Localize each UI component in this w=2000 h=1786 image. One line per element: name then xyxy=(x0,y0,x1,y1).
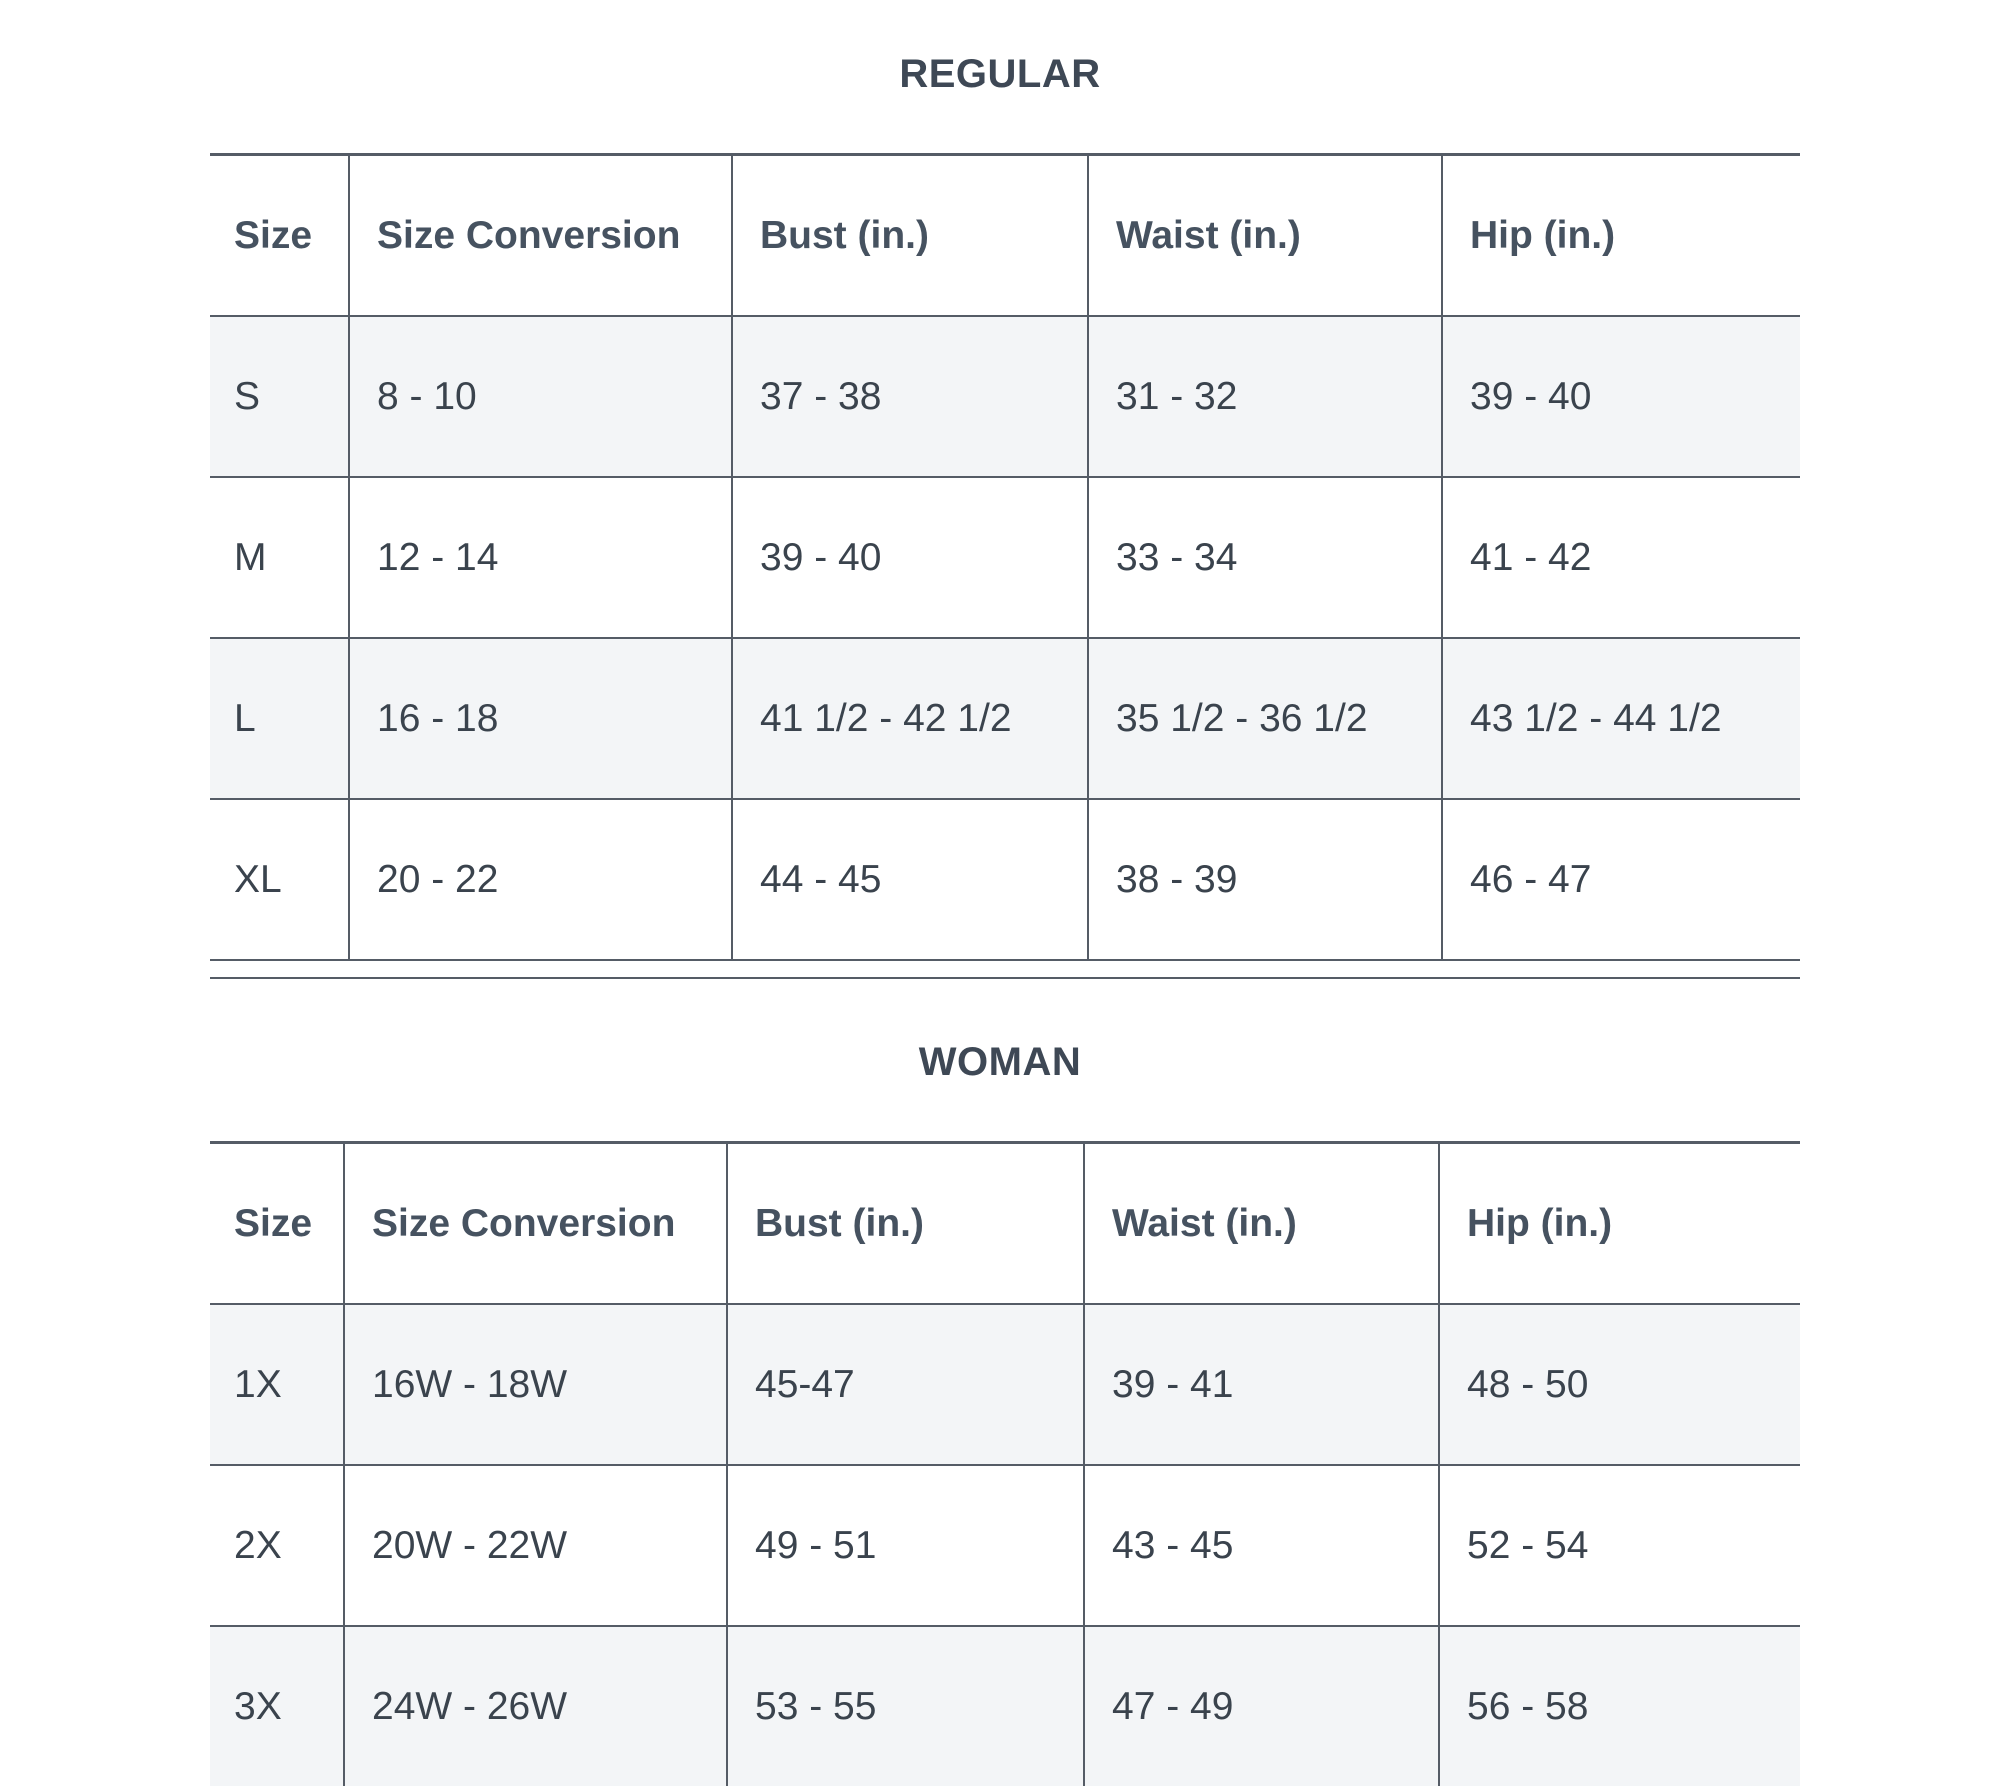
cell-waist: 43 - 45 xyxy=(1084,1465,1439,1626)
woman-size-table xyxy=(210,1141,1800,1786)
table-row xyxy=(210,1465,1800,1626)
cell-size: 2X xyxy=(210,1465,344,1626)
cell-size: S xyxy=(210,316,349,477)
table-row xyxy=(210,1304,1800,1465)
cell-size: M xyxy=(210,477,349,638)
cell-size-conversion: 12 - 14 xyxy=(349,477,732,638)
cell-bust: 49 - 51 xyxy=(727,1465,1084,1626)
header-waist: Waist (in.) xyxy=(1088,155,1442,317)
cell-hip: 56 - 58 xyxy=(1439,1626,1800,1786)
table-header-row xyxy=(210,155,1800,317)
regular-section-title: REGULAR xyxy=(899,52,1101,96)
header-size-conversion: Size Conversion xyxy=(344,1143,727,1305)
cell-bust: 39 - 40 xyxy=(732,477,1088,638)
header-hip: Hip (in.) xyxy=(1439,1143,1800,1305)
header-hip: Hip (in.) xyxy=(1442,155,1800,317)
table-row xyxy=(210,1626,1800,1786)
section-divider xyxy=(210,977,1800,979)
header-bust: Bust (in.) xyxy=(727,1143,1084,1305)
table-row xyxy=(210,799,1800,960)
header-size: Size xyxy=(210,1143,344,1305)
cell-size: XL xyxy=(210,799,349,960)
table-row xyxy=(210,316,1800,477)
cell-hip: 48 - 50 xyxy=(1439,1304,1800,1465)
header-size: Size xyxy=(210,155,349,317)
table-row xyxy=(210,477,1800,638)
cell-size: 3X xyxy=(210,1626,344,1786)
cell-size-conversion: 16 - 18 xyxy=(349,638,732,799)
cell-waist: 39 - 41 xyxy=(1084,1304,1439,1465)
cell-hip: 46 - 47 xyxy=(1442,799,1800,960)
header-size-conversion: Size Conversion xyxy=(349,155,732,317)
cell-size-conversion: 16W - 18W xyxy=(344,1304,727,1465)
cell-bust: 44 - 45 xyxy=(732,799,1088,960)
header-waist: Waist (in.) xyxy=(1084,1143,1439,1305)
cell-size-conversion: 8 - 10 xyxy=(349,316,732,477)
regular-size-table xyxy=(210,153,1800,961)
cell-size-conversion: 24W - 26W xyxy=(344,1626,727,1786)
table-header-row xyxy=(210,1143,1800,1305)
cell-waist: 33 - 34 xyxy=(1088,477,1442,638)
cell-waist: 35 1/2 - 36 1/2 xyxy=(1088,638,1442,799)
header-bust: Bust (in.) xyxy=(732,155,1088,317)
cell-hip: 43 1/2 - 44 1/2 xyxy=(1442,638,1800,799)
cell-waist: 47 - 49 xyxy=(1084,1626,1439,1786)
cell-size: L xyxy=(210,638,349,799)
cell-bust: 41 1/2 - 42 1/2 xyxy=(732,638,1088,799)
cell-bust: 37 - 38 xyxy=(732,316,1088,477)
cell-waist: 38 - 39 xyxy=(1088,799,1442,960)
woman-section-title: WOMAN xyxy=(918,1040,1082,1084)
cell-size: 1X xyxy=(210,1304,344,1465)
cell-waist: 31 - 32 xyxy=(1088,316,1442,477)
cell-hip: 39 - 40 xyxy=(1442,316,1800,477)
table-row xyxy=(210,638,1800,799)
cell-hip: 41 - 42 xyxy=(1442,477,1800,638)
cell-size-conversion: 20 - 22 xyxy=(349,799,732,960)
cell-size-conversion: 20W - 22W xyxy=(344,1465,727,1626)
cell-bust: 53 - 55 xyxy=(727,1626,1084,1786)
cell-bust: 45-47 xyxy=(727,1304,1084,1465)
cell-hip: 52 - 54 xyxy=(1439,1465,1800,1626)
